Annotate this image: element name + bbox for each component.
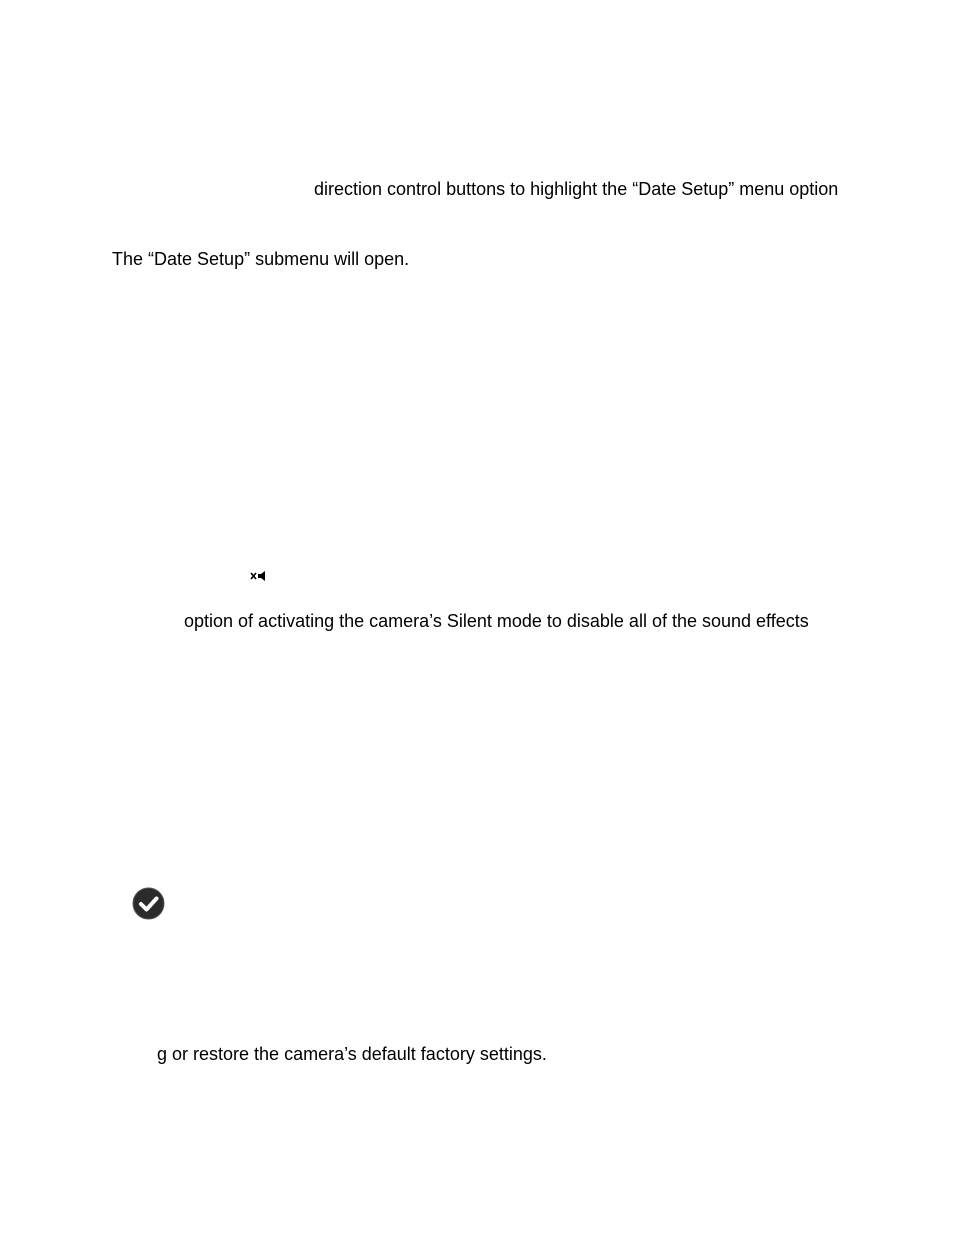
check-circle-icon — [132, 887, 165, 920]
speaker-muted-icon — [250, 569, 268, 583]
text-line: option of activating the camera’s Silent mode to disable all of the sound effects — [184, 611, 809, 631]
text-line: g or restore the camera’s default factory settings. — [157, 1044, 547, 1064]
text-line: direction control buttons to highlight the “Date Setup” menu option — [314, 179, 839, 199]
text-line: The “Date Setup” submenu will open. — [112, 249, 410, 269]
